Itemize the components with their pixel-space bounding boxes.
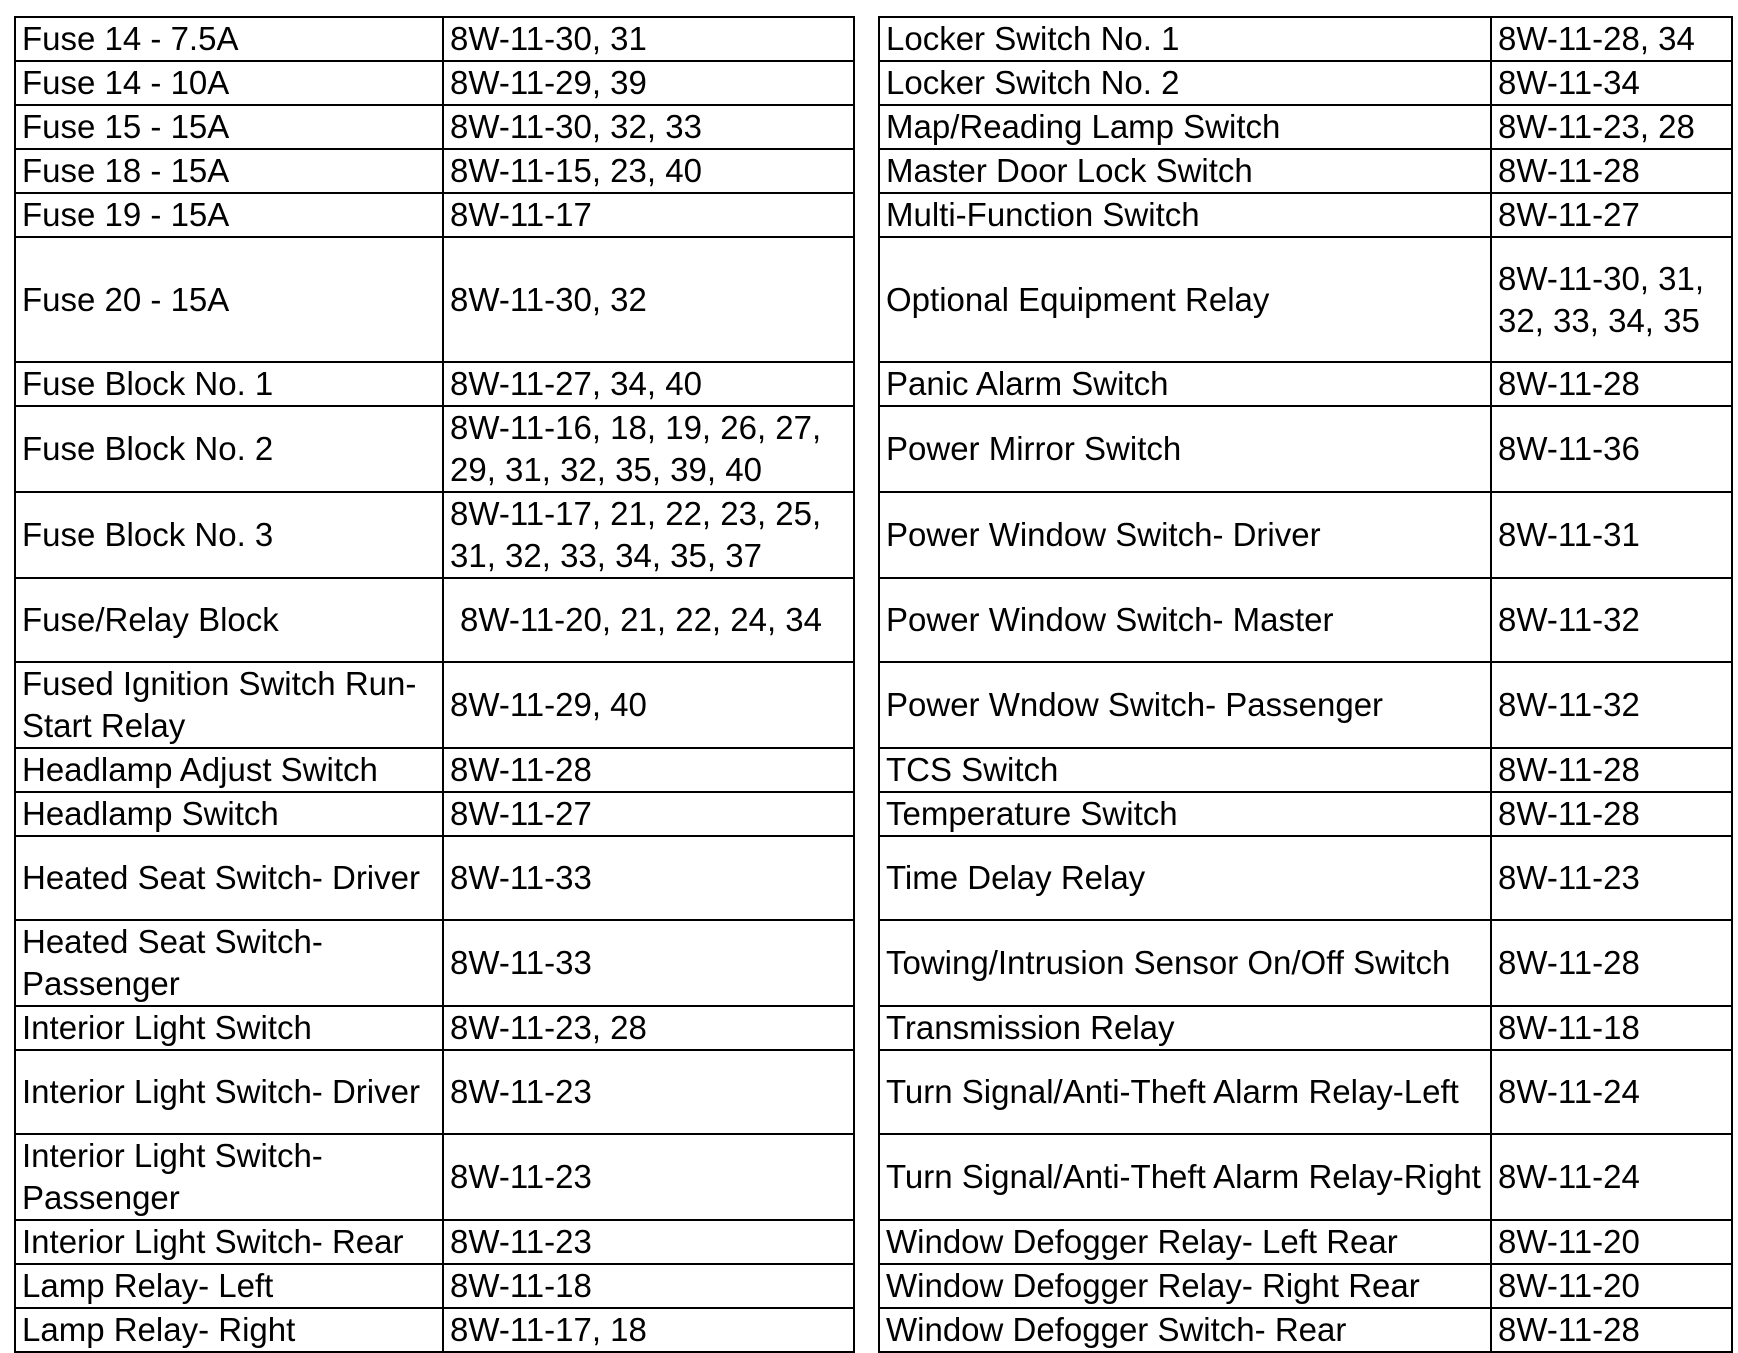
column-gap — [854, 61, 879, 105]
table-row — [15, 1050, 1732, 1134]
component-index-sheet — [14, 16, 1733, 1353]
left-wiring-ref: 8W-11-15, 23, 40 — [443, 149, 854, 193]
right-component-name: Power Wndow Switch- Passenger — [879, 662, 1491, 748]
column-gap — [854, 362, 879, 406]
right-wiring-ref: 8W-11-23 — [1491, 836, 1732, 920]
left-component-name: Fuse Block No. 3 — [15, 492, 443, 578]
right-component-name: Window Defogger Relay- Left Rear — [879, 1220, 1491, 1264]
column-gap — [854, 1134, 879, 1220]
right-wiring-ref: 8W-11-24 — [1491, 1050, 1732, 1134]
table-row — [15, 17, 1732, 61]
column-gap — [854, 1308, 879, 1352]
right-wiring-ref: 8W-11-36 — [1491, 406, 1732, 492]
column-gap — [854, 105, 879, 149]
table-row — [15, 748, 1732, 792]
right-wiring-ref: 8W-11-28 — [1491, 1308, 1732, 1352]
right-wiring-ref: 8W-11-28 — [1491, 149, 1732, 193]
left-component-name: Lamp Relay- Right — [15, 1308, 443, 1352]
left-component-name: Headlamp Adjust Switch — [15, 748, 443, 792]
column-gap — [854, 662, 879, 748]
left-wiring-ref: 8W-11-30, 32 — [443, 237, 854, 362]
left-component-name: Fuse/Relay Block — [15, 578, 443, 662]
right-component-name: Towing/Intrusion Sensor On/Off Switch — [879, 920, 1491, 1006]
left-wiring-ref: 8W-11-17 — [443, 193, 854, 237]
right-component-name: Turn Signal/Anti-Theft Alarm Relay-Right — [879, 1134, 1491, 1220]
right-wiring-ref: 8W-11-27 — [1491, 193, 1732, 237]
right-component-name: Transmission Relay — [879, 1006, 1491, 1050]
table-row — [15, 662, 1732, 748]
right-component-name: Window Defogger Relay- Right Rear — [879, 1264, 1491, 1308]
right-component-name: Locker Switch No. 1 — [879, 17, 1491, 61]
column-gap — [854, 1220, 879, 1264]
left-wiring-ref: 8W-11-16, 18, 19, 26, 27, 29, 31, 32, 35, 39, 40 — [443, 406, 854, 492]
table-row — [15, 836, 1732, 920]
right-wiring-ref: 8W-11-31 — [1491, 492, 1732, 578]
right-component-name: Multi-Function Switch — [879, 193, 1491, 237]
column-gap — [854, 237, 879, 362]
left-wiring-ref: 8W-11-29, 40 — [443, 662, 854, 748]
column-gap — [854, 1264, 879, 1308]
right-component-name: Turn Signal/Anti-Theft Alarm Relay-Left — [879, 1050, 1491, 1134]
left-component-name: Fuse Block No. 1 — [15, 362, 443, 406]
column-gap — [854, 1006, 879, 1050]
table-row — [15, 920, 1732, 1006]
right-wiring-ref: 8W-11-28 — [1491, 362, 1732, 406]
right-wiring-ref: 8W-11-20 — [1491, 1220, 1732, 1264]
right-wiring-ref: 8W-11-30, 31, 32, 33, 34, 35 — [1491, 237, 1732, 362]
right-component-name: Window Defogger Switch- Rear — [879, 1308, 1491, 1352]
right-component-name: Power Mirror Switch — [879, 406, 1491, 492]
left-wiring-ref: 8W-11-18 — [443, 1264, 854, 1308]
right-wiring-ref: 8W-11-28 — [1491, 792, 1732, 836]
left-wiring-ref: 8W-11-33 — [443, 920, 854, 1006]
left-wiring-ref: 8W-11-29, 39 — [443, 61, 854, 105]
column-gap — [854, 748, 879, 792]
right-wiring-ref: 8W-11-18 — [1491, 1006, 1732, 1050]
right-component-name: Map/Reading Lamp Switch — [879, 105, 1491, 149]
column-gap — [854, 836, 879, 920]
column-gap — [854, 406, 879, 492]
left-component-name: Interior Light Switch — [15, 1006, 443, 1050]
right-wiring-ref: 8W-11-28, 34 — [1491, 17, 1732, 61]
table-row — [15, 1006, 1732, 1050]
right-component-name: Power Window Switch- Driver — [879, 492, 1491, 578]
left-component-name: Interior Light Switch- Driver — [15, 1050, 443, 1134]
table-row — [15, 105, 1732, 149]
right-component-name: TCS Switch — [879, 748, 1491, 792]
right-component-name: Optional Equipment Relay — [879, 237, 1491, 362]
column-gap — [854, 920, 879, 1006]
left-wiring-ref: 8W-11-28 — [443, 748, 854, 792]
table-row — [15, 792, 1732, 836]
left-component-name: Fuse 20 - 15A — [15, 237, 443, 362]
left-wiring-ref: 8W-11-17, 18 — [443, 1308, 854, 1352]
column-gap — [854, 193, 879, 237]
table-row — [15, 149, 1732, 193]
left-wiring-ref: 8W-11-33 — [443, 836, 854, 920]
right-wiring-ref: 8W-11-23, 28 — [1491, 105, 1732, 149]
right-component-name: Locker Switch No. 2 — [879, 61, 1491, 105]
left-wiring-ref: 8W-11-23 — [443, 1220, 854, 1264]
table-row — [15, 1308, 1732, 1352]
right-component-name: Master Door Lock Switch — [879, 149, 1491, 193]
column-gap — [854, 149, 879, 193]
table-row — [15, 237, 1732, 362]
table-row — [15, 193, 1732, 237]
left-component-name: Fuse 19 - 15A — [15, 193, 443, 237]
column-gap — [854, 492, 879, 578]
left-component-name: Interior Light Switch- Passenger — [15, 1134, 443, 1220]
right-wiring-ref: 8W-11-28 — [1491, 748, 1732, 792]
left-wiring-ref: 8W-11-27, 34, 40 — [443, 362, 854, 406]
left-component-name: Fused Ignition Switch Run-Start Relay — [15, 662, 443, 748]
left-component-name: Fuse Block No. 2 — [15, 406, 443, 492]
right-wiring-ref: 8W-11-32 — [1491, 578, 1732, 662]
right-wiring-ref: 8W-11-32 — [1491, 662, 1732, 748]
right-component-name: Panic Alarm Switch — [879, 362, 1491, 406]
left-component-name: Heated Seat Switch- Passenger — [15, 920, 443, 1006]
left-wiring-ref: 8W-11-30, 32, 33 — [443, 105, 854, 149]
left-component-name: Fuse 14 - 10A — [15, 61, 443, 105]
table-row — [15, 1264, 1732, 1308]
left-wiring-ref: 8W-11-23, 28 — [443, 1006, 854, 1050]
right-wiring-ref: 8W-11-28 — [1491, 920, 1732, 1006]
table-row — [15, 406, 1732, 492]
table-row — [15, 1134, 1732, 1220]
left-wiring-ref: 8W-11-17, 21, 22, 23, 25, 31, 32, 33, 34, 35, 37 — [443, 492, 854, 578]
right-wiring-ref: 8W-11-20 — [1491, 1264, 1732, 1308]
left-component-name: Heated Seat Switch- Driver — [15, 836, 443, 920]
right-component-name: Time Delay Relay — [879, 836, 1491, 920]
left-wiring-ref: 8W-11-30, 31 — [443, 17, 854, 61]
table-row — [15, 1220, 1732, 1264]
left-wiring-ref: 8W-11-27 — [443, 792, 854, 836]
table-row — [15, 578, 1732, 662]
component-index-table — [14, 16, 1733, 1353]
left-wiring-ref: 8W-11-23 — [443, 1050, 854, 1134]
left-wiring-ref: 8W-11-20, 21, 22, 24, 34 — [443, 578, 854, 662]
left-component-name: Fuse 14 - 7.5A — [15, 17, 443, 61]
column-gap — [854, 792, 879, 836]
left-component-name: Headlamp Switch — [15, 792, 443, 836]
right-wiring-ref: 8W-11-24 — [1491, 1134, 1732, 1220]
left-component-name: Fuse 18 - 15A — [15, 149, 443, 193]
column-gap — [854, 1050, 879, 1134]
table-row — [15, 362, 1732, 406]
table-row — [15, 492, 1732, 578]
right-component-name: Temperature Switch — [879, 792, 1491, 836]
left-wiring-ref: 8W-11-23 — [443, 1134, 854, 1220]
column-gap — [854, 578, 879, 662]
left-component-name: Interior Light Switch- Rear — [15, 1220, 443, 1264]
right-wiring-ref: 8W-11-34 — [1491, 61, 1732, 105]
column-gap — [854, 17, 879, 61]
left-component-name: Lamp Relay- Left — [15, 1264, 443, 1308]
left-component-name: Fuse 15 - 15A — [15, 105, 443, 149]
table-row — [15, 61, 1732, 105]
right-component-name: Power Window Switch- Master — [879, 578, 1491, 662]
